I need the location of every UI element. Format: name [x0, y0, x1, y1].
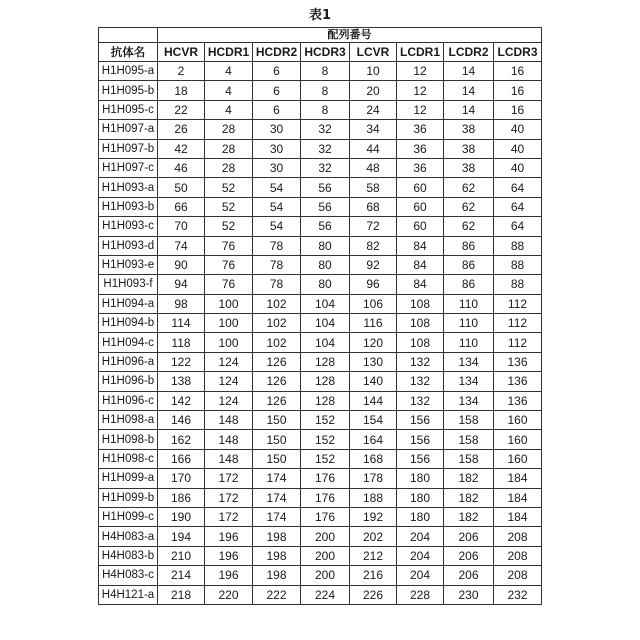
- seq-id-cell-hcdr3: 56: [301, 178, 350, 197]
- seq-id-cell-lcvr: 168: [350, 449, 397, 468]
- antibody-name-cell: H1H096-a: [99, 352, 158, 371]
- seq-id-cell-lcdr3: 136: [494, 372, 542, 391]
- seq-id-cell-hcdr1: 124: [205, 372, 253, 391]
- seq-id-cell-lcdr3: 40: [494, 158, 542, 177]
- seq-id-cell-lcdr2: 62: [444, 178, 494, 197]
- antibody-name-cell: H1H099-c: [99, 507, 158, 526]
- table-row: [99, 391, 542, 410]
- antibody-name-cell: H1H097-b: [99, 139, 158, 158]
- seq-id-cell-hcdr1: 52: [205, 178, 253, 197]
- seq-id-cell-hcvr: 218: [158, 585, 205, 604]
- seq-id-cell-lcvr: 44: [350, 139, 397, 158]
- seq-id-cell-hcdr1: 76: [205, 275, 253, 294]
- seq-id-cell-lcdr3: 208: [494, 546, 542, 565]
- seq-id-cell-lcdr1: 228: [397, 585, 444, 604]
- table-row: [99, 158, 542, 177]
- seq-id-cell-hcdr2: 222: [253, 585, 301, 604]
- seq-id-cell-hcdr1: 148: [205, 449, 253, 468]
- seq-id-cell-hcvr: 50: [158, 178, 205, 197]
- seq-id-cell-lcvr: 96: [350, 275, 397, 294]
- seq-id-cell-lcvr: 164: [350, 430, 397, 449]
- seq-id-cell-hcdr3: 80: [301, 275, 350, 294]
- seq-id-cell-lcdr1: 108: [397, 333, 444, 352]
- seq-id-cell-lcdr1: 36: [397, 120, 444, 139]
- seq-id-cell-hcvr: 90: [158, 255, 205, 274]
- seq-id-cell-hcvr: 186: [158, 488, 205, 507]
- seq-id-cell-hcdr2: 54: [253, 217, 301, 236]
- seq-id-cell-lcvr: 82: [350, 236, 397, 255]
- sequence-number-group-header: 配列番号: [158, 28, 542, 43]
- seq-id-cell-hcvr: 26: [158, 120, 205, 139]
- seq-id-cell-lcvr: 34: [350, 120, 397, 139]
- seq-id-cell-hcdr2: 78: [253, 275, 301, 294]
- seq-id-cell-hcvr: 114: [158, 314, 205, 333]
- antibody-name-cell: H1H096-c: [99, 391, 158, 410]
- seq-id-cell-hcdr1: 124: [205, 391, 253, 410]
- seq-id-cell-hcdr1: 28: [205, 158, 253, 177]
- seq-id-cell-lcdr3: 64: [494, 217, 542, 236]
- seq-id-cell-hcvr: 46: [158, 158, 205, 177]
- seq-id-cell-hcdr2: 126: [253, 352, 301, 371]
- table-row: [99, 120, 542, 139]
- seq-id-cell-lcdr1: 60: [397, 178, 444, 197]
- seq-id-cell-hcdr1: 196: [205, 527, 253, 546]
- seq-id-cell-lcdr2: 206: [444, 566, 494, 585]
- table-row: [99, 197, 542, 216]
- seq-id-cell-hcdr3: 176: [301, 469, 350, 488]
- seq-id-cell-hcvr: 190: [158, 507, 205, 526]
- empty-corner-cell: [99, 28, 158, 43]
- seq-id-cell-lcdr3: 136: [494, 391, 542, 410]
- column-header-hcdr2: HCDR2: [253, 43, 301, 62]
- seq-id-cell-lcdr2: 110: [444, 314, 494, 333]
- table-row: [99, 100, 542, 119]
- antibody-name-cell: H1H095-b: [99, 81, 158, 100]
- seq-id-cell-lcdr2: 158: [444, 430, 494, 449]
- seq-id-cell-lcvr: 178: [350, 469, 397, 488]
- seq-id-cell-hcvr: 170: [158, 469, 205, 488]
- seq-id-cell-lcdr3: 16: [494, 81, 542, 100]
- seq-id-cell-hcdr3: 32: [301, 158, 350, 177]
- seq-id-cell-hcdr2: 198: [253, 566, 301, 585]
- seq-id-cell-hcdr1: 148: [205, 411, 253, 430]
- seq-id-cell-hcdr1: 100: [205, 314, 253, 333]
- seq-id-cell-lcdr1: 60: [397, 197, 444, 216]
- seq-id-cell-lcdr1: 180: [397, 469, 444, 488]
- seq-id-cell-lcdr2: 134: [444, 352, 494, 371]
- seq-id-cell-lcdr2: 62: [444, 217, 494, 236]
- column-header-lcvr: LCVR: [350, 43, 397, 62]
- seq-id-cell-hcvr: 118: [158, 333, 205, 352]
- seq-id-cell-lcdr2: 182: [444, 488, 494, 507]
- seq-id-cell-hcdr1: 172: [205, 507, 253, 526]
- seq-id-cell-hcvr: 166: [158, 449, 205, 468]
- seq-id-cell-lcvr: 120: [350, 333, 397, 352]
- seq-id-cell-hcdr3: 152: [301, 449, 350, 468]
- seq-id-cell-hcdr2: 198: [253, 527, 301, 546]
- seq-id-cell-hcvr: 122: [158, 352, 205, 371]
- column-header-lcdr1: LCDR1: [397, 43, 444, 62]
- seq-id-cell-hcdr2: 102: [253, 333, 301, 352]
- antibody-name-cell: H1H093-d: [99, 236, 158, 255]
- seq-id-cell-lcdr1: 132: [397, 372, 444, 391]
- seq-id-cell-lcvr: 72: [350, 217, 397, 236]
- table-row: [99, 411, 542, 430]
- seq-id-cell-lcdr3: 88: [494, 236, 542, 255]
- seq-id-cell-hcdr3: 104: [301, 294, 350, 313]
- seq-id-cell-lcvr: 140: [350, 372, 397, 391]
- seq-id-cell-hcvr: 94: [158, 275, 205, 294]
- seq-id-cell-hcvr: 18: [158, 81, 205, 100]
- sequence-number-table: [98, 27, 542, 605]
- seq-id-cell-lcdr3: 160: [494, 430, 542, 449]
- seq-id-cell-hcdr2: 126: [253, 391, 301, 410]
- seq-id-cell-lcdr3: 16: [494, 62, 542, 81]
- seq-id-cell-hcdr3: 176: [301, 507, 350, 526]
- seq-id-cell-lcdr2: 206: [444, 546, 494, 565]
- seq-id-cell-lcvr: 58: [350, 178, 397, 197]
- antibody-name-cell: H1H095-c: [99, 100, 158, 119]
- seq-id-cell-lcdr1: 204: [397, 527, 444, 546]
- seq-id-cell-hcdr1: 4: [205, 100, 253, 119]
- seq-id-cell-hcvr: 42: [158, 139, 205, 158]
- seq-id-cell-lcvr: 68: [350, 197, 397, 216]
- antibody-name-cell: H1H098-b: [99, 430, 158, 449]
- seq-id-cell-lcvr: 216: [350, 566, 397, 585]
- seq-id-cell-lcdr1: 108: [397, 314, 444, 333]
- seq-id-cell-lcdr1: 12: [397, 81, 444, 100]
- column-header-row: [99, 43, 542, 62]
- seq-id-cell-lcdr2: 38: [444, 139, 494, 158]
- seq-id-cell-lcdr2: 14: [444, 100, 494, 119]
- seq-id-cell-hcdr2: 78: [253, 255, 301, 274]
- seq-id-cell-hcdr3: 152: [301, 411, 350, 430]
- seq-id-cell-hcvr: 70: [158, 217, 205, 236]
- seq-id-cell-hcdr1: 4: [205, 81, 253, 100]
- seq-id-cell-lcdr3: 136: [494, 352, 542, 371]
- seq-id-cell-lcdr3: 16: [494, 100, 542, 119]
- seq-id-cell-hcdr2: 174: [253, 488, 301, 507]
- table-row: [99, 352, 542, 371]
- seq-id-cell-lcdr3: 160: [494, 411, 542, 430]
- seq-id-cell-lcdr1: 60: [397, 217, 444, 236]
- seq-id-cell-lcdr3: 40: [494, 120, 542, 139]
- seq-id-cell-hcvr: 142: [158, 391, 205, 410]
- seq-id-cell-lcdr1: 180: [397, 507, 444, 526]
- antibody-name-cell: H1H093-a: [99, 178, 158, 197]
- seq-id-cell-lcvr: 226: [350, 585, 397, 604]
- seq-id-cell-lcdr3: 208: [494, 527, 542, 546]
- table-row: [99, 62, 542, 81]
- seq-id-cell-hcdr2: 198: [253, 546, 301, 565]
- seq-id-cell-hcdr2: 30: [253, 158, 301, 177]
- seq-id-cell-hcvr: 22: [158, 100, 205, 119]
- table-row: [99, 178, 542, 197]
- seq-id-cell-lcdr3: 64: [494, 178, 542, 197]
- antibody-name-cell: H4H083-b: [99, 546, 158, 565]
- seq-id-cell-lcdr3: 88: [494, 255, 542, 274]
- seq-id-cell-lcvr: 192: [350, 507, 397, 526]
- seq-id-cell-lcdr1: 108: [397, 294, 444, 313]
- seq-id-cell-lcdr3: 112: [494, 294, 542, 313]
- table-row: [99, 255, 542, 274]
- table-row: [99, 488, 542, 507]
- seq-id-cell-hcdr1: 4: [205, 62, 253, 81]
- seq-id-cell-hcdr3: 80: [301, 236, 350, 255]
- seq-id-cell-hcdr3: 200: [301, 527, 350, 546]
- seq-id-cell-hcvr: 74: [158, 236, 205, 255]
- antibody-name-cell: H4H121-a: [99, 585, 158, 604]
- seq-id-cell-hcdr1: 196: [205, 566, 253, 585]
- seq-id-cell-lcdr2: 38: [444, 158, 494, 177]
- table-title: 表1: [0, 4, 640, 23]
- table-row: [99, 585, 542, 604]
- seq-id-cell-lcdr2: 134: [444, 391, 494, 410]
- seq-id-cell-lcdr2: 86: [444, 236, 494, 255]
- seq-id-cell-hcdr2: 150: [253, 430, 301, 449]
- seq-id-cell-lcdr2: 110: [444, 333, 494, 352]
- antibody-name-cell: H1H094-a: [99, 294, 158, 313]
- seq-id-cell-hcvr: 66: [158, 197, 205, 216]
- seq-id-cell-hcdr3: 104: [301, 314, 350, 333]
- antibody-name-cell: H4H083-a: [99, 527, 158, 546]
- seq-id-cell-hcvr: 162: [158, 430, 205, 449]
- seq-id-cell-lcdr3: 208: [494, 566, 542, 585]
- antibody-name-cell: H1H099-a: [99, 469, 158, 488]
- seq-id-cell-lcvr: 188: [350, 488, 397, 507]
- seq-id-cell-lcdr1: 180: [397, 488, 444, 507]
- seq-id-cell-lcvr: 202: [350, 527, 397, 546]
- seq-id-cell-hcdr3: 56: [301, 197, 350, 216]
- seq-id-cell-hcdr1: 52: [205, 217, 253, 236]
- seq-id-cell-lcvr: 106: [350, 294, 397, 313]
- seq-id-cell-hcdr1: 76: [205, 255, 253, 274]
- seq-id-cell-hcdr2: 6: [253, 81, 301, 100]
- table-row: [99, 449, 542, 468]
- seq-id-cell-hcdr1: 28: [205, 120, 253, 139]
- seq-id-cell-hcdr3: 128: [301, 352, 350, 371]
- seq-id-cell-lcdr1: 204: [397, 546, 444, 565]
- seq-id-cell-lcdr3: 160: [494, 449, 542, 468]
- seq-id-cell-lcdr3: 184: [494, 507, 542, 526]
- table-row: [99, 139, 542, 158]
- seq-id-cell-lcdr2: 158: [444, 449, 494, 468]
- seq-id-cell-lcdr3: 112: [494, 333, 542, 352]
- seq-id-cell-lcdr3: 184: [494, 469, 542, 488]
- antibody-name-cell: H4H083-c: [99, 566, 158, 585]
- table-row: [99, 527, 542, 546]
- seq-id-cell-hcdr1: 28: [205, 139, 253, 158]
- antibody-name-cell: H1H095-a: [99, 62, 158, 81]
- column-header-lcdr2: LCDR2: [444, 43, 494, 62]
- seq-id-cell-hcdr1: 76: [205, 236, 253, 255]
- seq-id-cell-hcdr2: 102: [253, 294, 301, 313]
- seq-id-cell-hcdr1: 148: [205, 430, 253, 449]
- seq-id-cell-lcdr1: 156: [397, 411, 444, 430]
- seq-id-cell-hcdr2: 126: [253, 372, 301, 391]
- seq-id-cell-lcdr3: 184: [494, 488, 542, 507]
- seq-id-cell-hcdr3: 56: [301, 217, 350, 236]
- seq-id-cell-lcdr3: 64: [494, 197, 542, 216]
- table-row: [99, 372, 542, 391]
- seq-id-cell-lcdr2: 134: [444, 372, 494, 391]
- antibody-name-cell: H1H097-a: [99, 120, 158, 139]
- seq-id-cell-lcdr2: 206: [444, 527, 494, 546]
- seq-id-cell-hcdr3: 200: [301, 546, 350, 565]
- seq-id-cell-lcdr1: 156: [397, 449, 444, 468]
- seq-id-cell-hcvr: 210: [158, 546, 205, 565]
- table-row: [99, 275, 542, 294]
- antibody-name-cell: H1H093-c: [99, 217, 158, 236]
- seq-id-cell-hcdr2: 102: [253, 314, 301, 333]
- seq-id-cell-hcdr1: 52: [205, 197, 253, 216]
- seq-id-cell-hcdr3: 128: [301, 372, 350, 391]
- column-header-hcdr3: HCDR3: [301, 43, 350, 62]
- table-row: [99, 430, 542, 449]
- seq-id-cell-hcdr1: 100: [205, 294, 253, 313]
- column-header-hcvr: HCVR: [158, 43, 205, 62]
- seq-id-cell-hcdr1: 220: [205, 585, 253, 604]
- seq-id-cell-lcdr3: 88: [494, 275, 542, 294]
- table-row: [99, 236, 542, 255]
- seq-id-cell-lcdr1: 132: [397, 352, 444, 371]
- seq-id-cell-lcvr: 154: [350, 411, 397, 430]
- seq-id-cell-lcdr2: 182: [444, 469, 494, 488]
- seq-id-cell-hcdr1: 172: [205, 488, 253, 507]
- seq-id-cell-hcvr: 194: [158, 527, 205, 546]
- seq-id-cell-hcdr1: 100: [205, 333, 253, 352]
- seq-id-cell-lcdr2: 86: [444, 255, 494, 274]
- seq-id-cell-hcdr2: 6: [253, 62, 301, 81]
- seq-id-cell-lcdr2: 182: [444, 507, 494, 526]
- seq-id-cell-lcvr: 48: [350, 158, 397, 177]
- antibody-name-cell: H1H094-c: [99, 333, 158, 352]
- seq-id-cell-lcdr2: 158: [444, 411, 494, 430]
- seq-id-cell-lcdr2: 86: [444, 275, 494, 294]
- seq-id-cell-hcdr2: 54: [253, 197, 301, 216]
- table-row: [99, 314, 542, 333]
- seq-id-cell-lcvr: 24: [350, 100, 397, 119]
- table-row: [99, 81, 542, 100]
- seq-id-cell-lcdr2: 230: [444, 585, 494, 604]
- column-header-lcdr3: LCDR3: [494, 43, 542, 62]
- seq-id-cell-lcvr: 144: [350, 391, 397, 410]
- seq-id-cell-lcdr2: 62: [444, 197, 494, 216]
- seq-id-cell-hcdr2: 174: [253, 469, 301, 488]
- seq-id-cell-hcdr2: 174: [253, 507, 301, 526]
- seq-id-cell-hcdr3: 8: [301, 100, 350, 119]
- seq-id-cell-hcdr3: 32: [301, 139, 350, 158]
- seq-id-cell-hcdr2: 30: [253, 120, 301, 139]
- seq-id-cell-lcvr: 10: [350, 62, 397, 81]
- seq-id-cell-lcvr: 130: [350, 352, 397, 371]
- seq-id-cell-lcvr: 212: [350, 546, 397, 565]
- seq-id-cell-hcdr1: 124: [205, 352, 253, 371]
- seq-id-cell-lcvr: 116: [350, 314, 397, 333]
- seq-id-cell-lcdr2: 38: [444, 120, 494, 139]
- seq-id-cell-lcdr2: 14: [444, 62, 494, 81]
- seq-id-cell-lcdr1: 132: [397, 391, 444, 410]
- seq-id-cell-lcdr3: 40: [494, 139, 542, 158]
- antibody-name-cell: H1H093-b: [99, 197, 158, 216]
- seq-id-cell-hcvr: 214: [158, 566, 205, 585]
- seq-id-cell-hcdr2: 150: [253, 411, 301, 430]
- seq-id-cell-lcdr1: 12: [397, 100, 444, 119]
- table-body: [99, 62, 542, 605]
- seq-id-cell-hcdr3: 8: [301, 62, 350, 81]
- seq-id-cell-hcdr2: 30: [253, 139, 301, 158]
- seq-id-cell-hcdr1: 196: [205, 546, 253, 565]
- seq-id-cell-hcdr3: 80: [301, 255, 350, 274]
- table-row: [99, 566, 542, 585]
- seq-id-cell-hcdr2: 78: [253, 236, 301, 255]
- seq-id-cell-lcdr2: 14: [444, 81, 494, 100]
- seq-id-cell-hcdr2: 6: [253, 100, 301, 119]
- seq-id-cell-lcdr1: 84: [397, 255, 444, 274]
- seq-id-cell-hcdr3: 8: [301, 81, 350, 100]
- table-row: [99, 294, 542, 313]
- seq-id-cell-lcdr2: 110: [444, 294, 494, 313]
- seq-id-cell-lcdr1: 84: [397, 275, 444, 294]
- table-row: [99, 333, 542, 352]
- seq-id-cell-hcdr3: 200: [301, 566, 350, 585]
- antibody-name-cell: H1H099-b: [99, 488, 158, 507]
- seq-id-cell-lcdr3: 112: [494, 314, 542, 333]
- antibody-name-cell: H1H098-c: [99, 449, 158, 468]
- seq-id-cell-hcdr3: 128: [301, 391, 350, 410]
- seq-id-cell-lcvr: 20: [350, 81, 397, 100]
- seq-id-cell-hcdr2: 54: [253, 178, 301, 197]
- group-header-row: [99, 28, 542, 43]
- seq-id-cell-lcdr1: 156: [397, 430, 444, 449]
- seq-id-cell-lcdr1: 36: [397, 158, 444, 177]
- seq-id-cell-hcdr2: 150: [253, 449, 301, 468]
- seq-id-cell-hcdr3: 224: [301, 585, 350, 604]
- seq-id-cell-lcdr3: 232: [494, 585, 542, 604]
- seq-id-cell-hcvr: 2: [158, 62, 205, 81]
- seq-id-cell-lcdr1: 36: [397, 139, 444, 158]
- seq-id-cell-lcdr1: 204: [397, 566, 444, 585]
- antibody-name-cell: H1H098-a: [99, 411, 158, 430]
- antibody-name-cell: H1H097-c: [99, 158, 158, 177]
- seq-id-cell-hcdr3: 32: [301, 120, 350, 139]
- seq-id-cell-hcvr: 146: [158, 411, 205, 430]
- antibody-name-cell: H1H093-e: [99, 255, 158, 274]
- seq-id-cell-hcdr1: 172: [205, 469, 253, 488]
- seq-id-cell-lcdr1: 12: [397, 62, 444, 81]
- seq-id-cell-lcvr: 92: [350, 255, 397, 274]
- seq-id-cell-hcdr3: 176: [301, 488, 350, 507]
- seq-id-cell-hcdr3: 152: [301, 430, 350, 449]
- table-row: [99, 507, 542, 526]
- seq-id-cell-hcdr3: 104: [301, 333, 350, 352]
- antibody-name-cell: H1H096-b: [99, 372, 158, 391]
- table-row: [99, 546, 542, 565]
- antibody-name-cell: H1H094-b: [99, 314, 158, 333]
- table-row: [99, 469, 542, 488]
- seq-id-cell-hcvr: 138: [158, 372, 205, 391]
- column-header-hcdr1: HCDR1: [205, 43, 253, 62]
- antibody-name-cell: H1H093-f: [99, 275, 158, 294]
- seq-id-cell-hcvr: 98: [158, 294, 205, 313]
- seq-id-cell-lcdr1: 84: [397, 236, 444, 255]
- antibody-name-header: 抗体名: [99, 43, 158, 62]
- table-row: [99, 217, 542, 236]
